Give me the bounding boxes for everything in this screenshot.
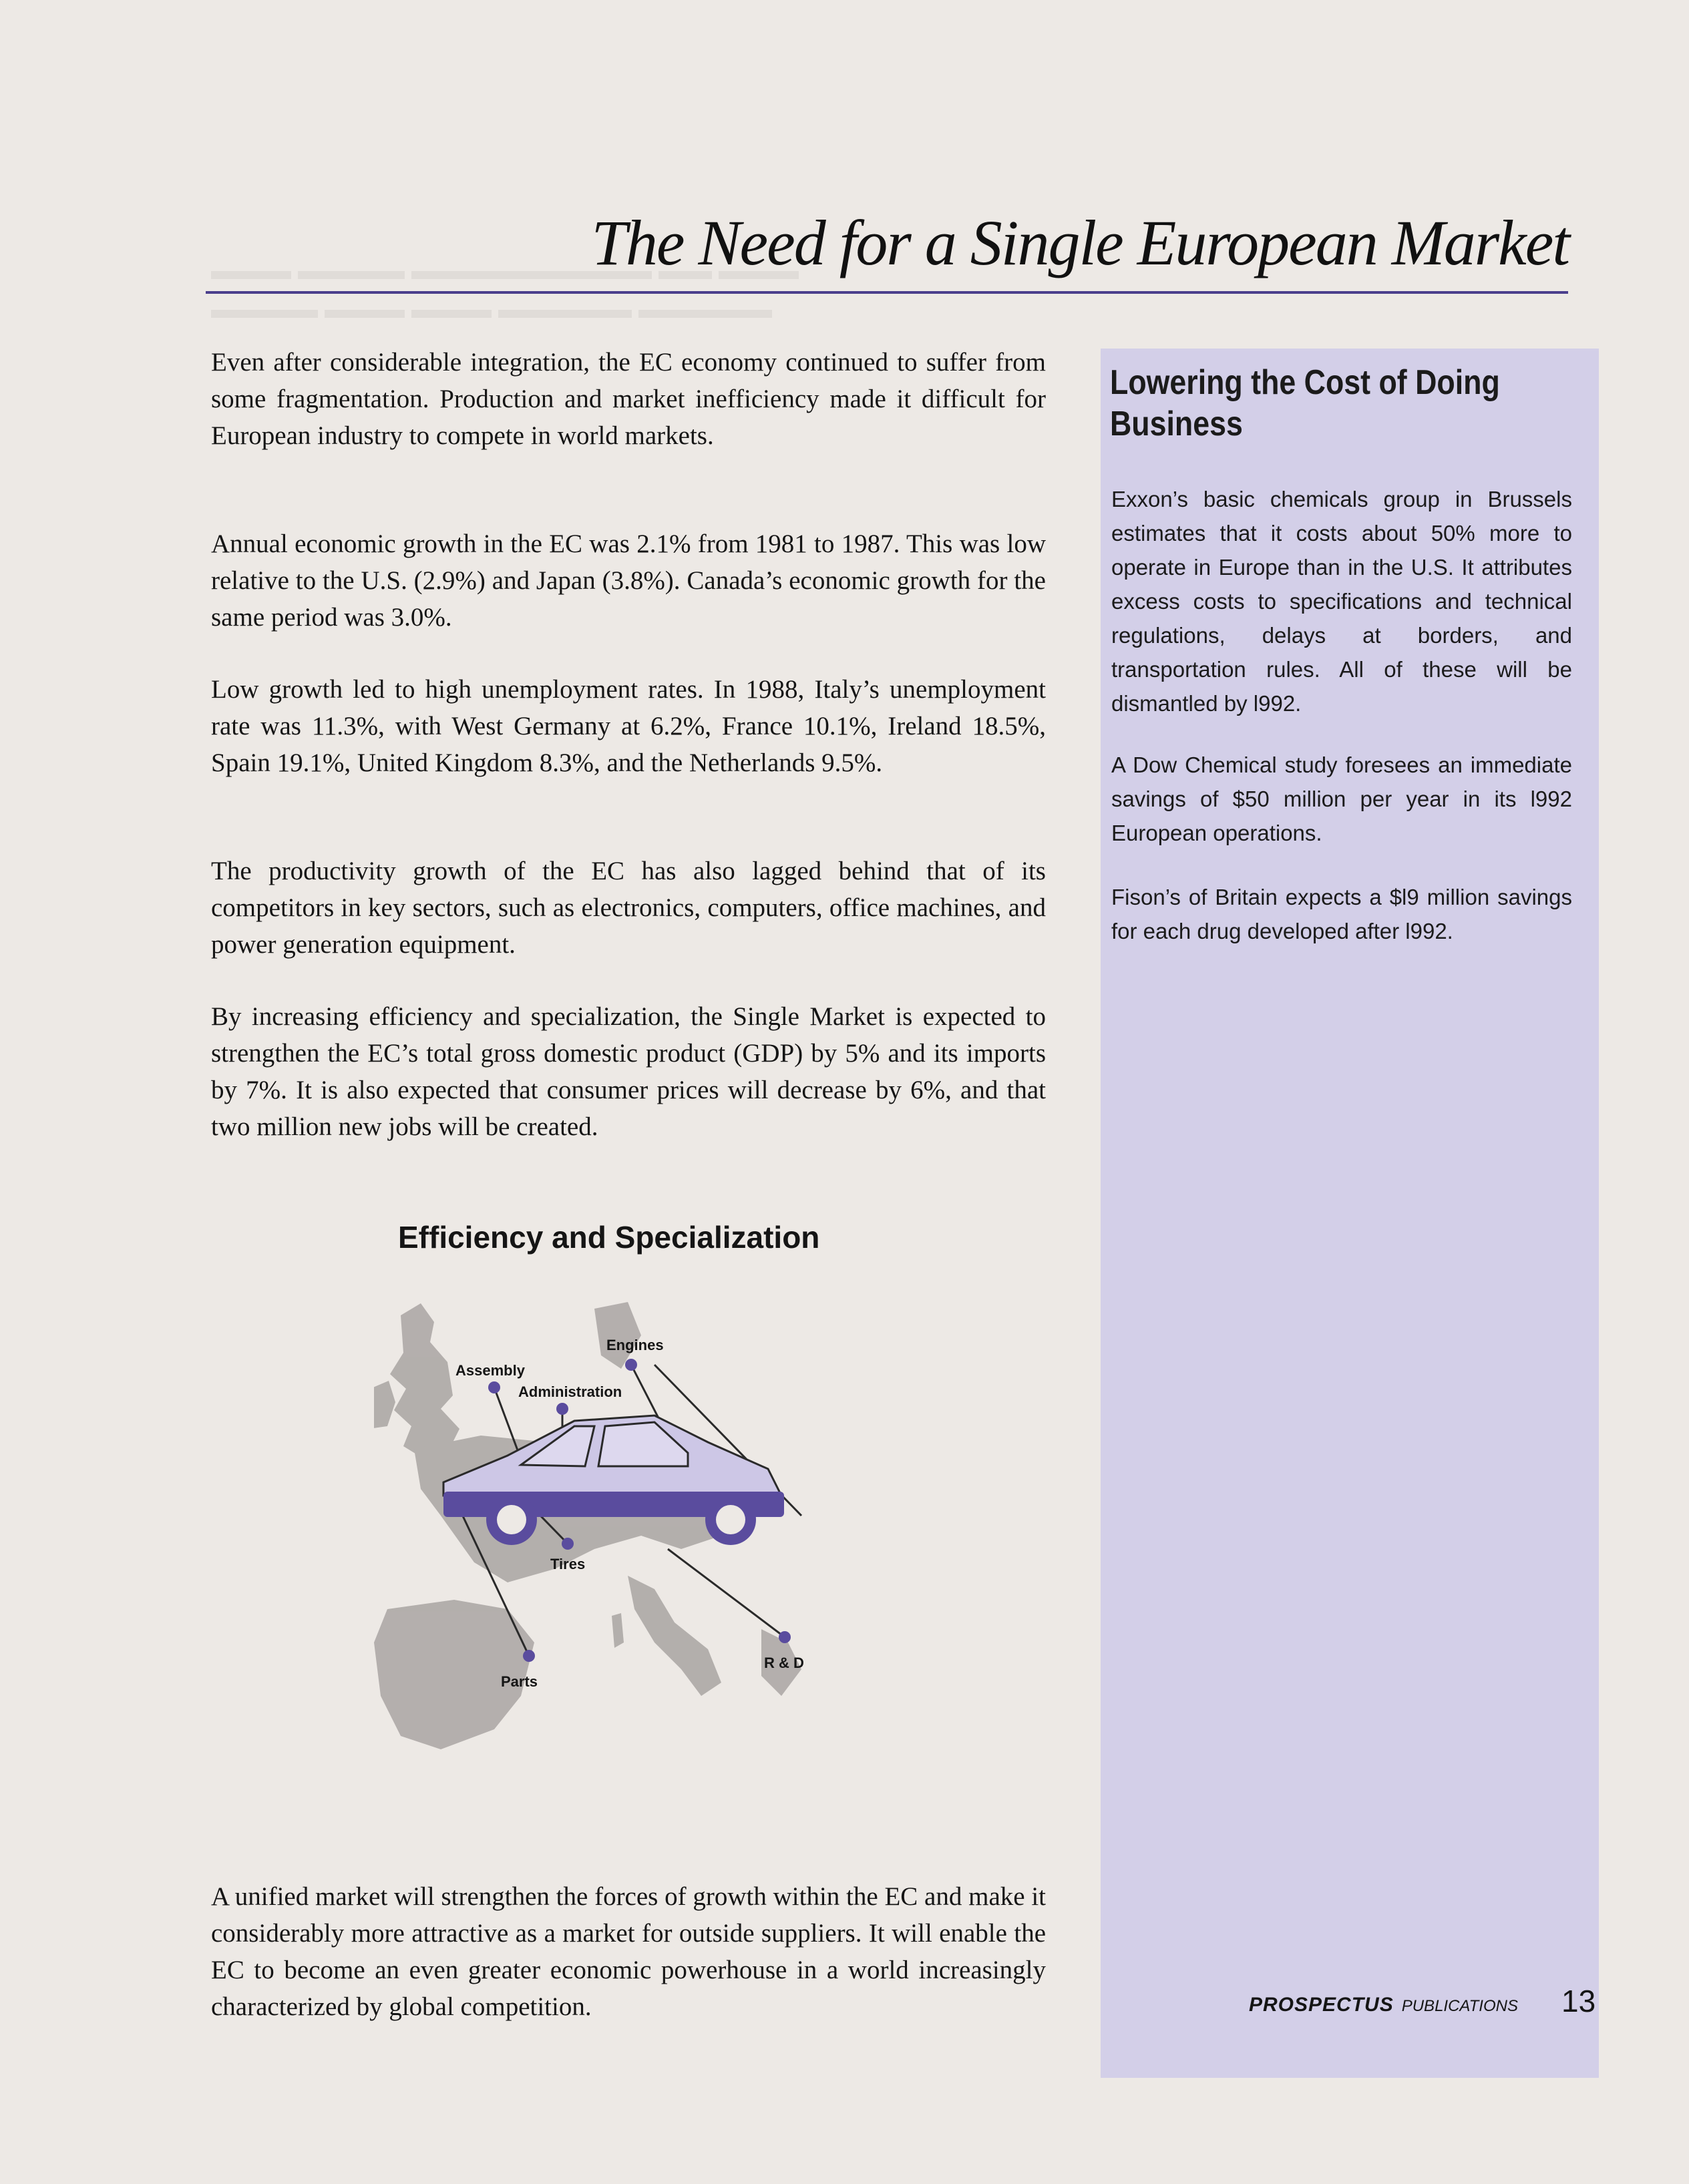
label-rnd: R & D — [764, 1655, 804, 1671]
callout-dot-assembly — [488, 1381, 500, 1393]
callout-dot-engines — [625, 1359, 637, 1371]
body-paragraph: Annual economic growth in the EC was 2.1% from 1981 to 1987. This was low relative to the U.S. (2.9%) and Japan (3.8%). Canada’s economic growth for the same period was 3.0%. — [211, 529, 1046, 632]
sidebar-paragraph: A Dow Chemical study foresees an immediate savings of $50 million per year in its l992 European operations. — [1111, 752, 1572, 845]
body-paragraph: Low growth led to high unemployment rates. In 1988, Italy’s unemployment rate was 11.3%, with West Germany at 6.2%, France 10.1%, Ireland 18.5%, Spain 19.1%, United Kingdom 8.3%, and the Netherlands 9.5%. — [211, 675, 1046, 777]
page-number: 13 — [1561, 1984, 1596, 2018]
map-ireland — [374, 1381, 395, 1429]
body-paragraph: Even after considerable integration, the EC economy continued to suffer from some fragmentation. Production and market inefficiency made it difficult for European industry to compete in world markets. — [211, 348, 1046, 450]
label-tires: Tires — [550, 1556, 586, 1572]
sidebar-heading: Lowering the Cost of Doing Business — [1110, 363, 1500, 443]
body-paragraph: By increasing efficiency and specialization, the Single Market is expected to strengthen the EC’s total gross domestic product (GDP) by 5% and its imports by 7%. It is also expected that consumer prices will decrease by 6%, and that two million new jobs will be created. — [211, 1002, 1046, 1141]
map-italy — [628, 1576, 721, 1696]
label-administration: Administration — [518, 1383, 622, 1400]
bleed-through-texture: ▬▬▬ ▬▬▬▬ ▬▬▬▬▬▬▬▬▬ ▬▬ ▬▬▬ ▬▬▬▬ ▬▬▬ ▬▬▬ ▬▬▬▬▬ ▬▬▬▬▬ — [211, 255, 799, 324]
sidebar-paragraph: Exxon’s basic chemicals group in Brussels estimates that it costs about 50% more to operate in Europe than in the U.S. It attributes excess costs to specifications and technical regulations, delays at borders, and transportation rules. All of these will be dismantled by l992. — [1111, 487, 1572, 716]
callout-dot-tires — [562, 1538, 574, 1550]
publisher-logo-rest: PUBLICATIONS — [1401, 1997, 1518, 2015]
body-paragraph: A unified market will strengthen the forces of growth within the EC and make it considerably more attractive as a market for outside suppliers. It will enable the EC to become an even greater economic powerhouse in a world increasingly characterized by global competition. — [211, 1882, 1046, 2021]
publisher-logo — [1249, 1994, 1518, 2016]
figure-title: Efficiency and Specialization — [398, 1220, 820, 1255]
publisher-logo-bold: PROSPECTUS — [1249, 1994, 1394, 2016]
callout-dot-rnd — [779, 1631, 791, 1643]
sidebar-paragraph: Fison’s of Britain expects a $l9 million savings for each drug developed after l992. — [1111, 885, 1572, 943]
callout-dot-administration — [556, 1403, 568, 1415]
map-corsica — [612, 1613, 624, 1648]
map-britain — [390, 1303, 459, 1457]
efficiency-map-illustration — [374, 1295, 882, 1856]
callout-dot-parts — [523, 1650, 535, 1662]
title-rule — [206, 291, 1568, 294]
page-title: The Need for a Single European Market — [591, 207, 1569, 278]
map-scandinavia — [594, 1302, 641, 1369]
label-assembly: Assembly — [455, 1362, 525, 1379]
label-engines: Engines — [606, 1337, 664, 1353]
label-parts: Parts — [501, 1673, 538, 1690]
body-paragraph: The productivity growth of the EC has also lagged behind that of its competitors in key sectors, such as electronics, computers, office machines, and power generation equipment. — [211, 857, 1046, 959]
